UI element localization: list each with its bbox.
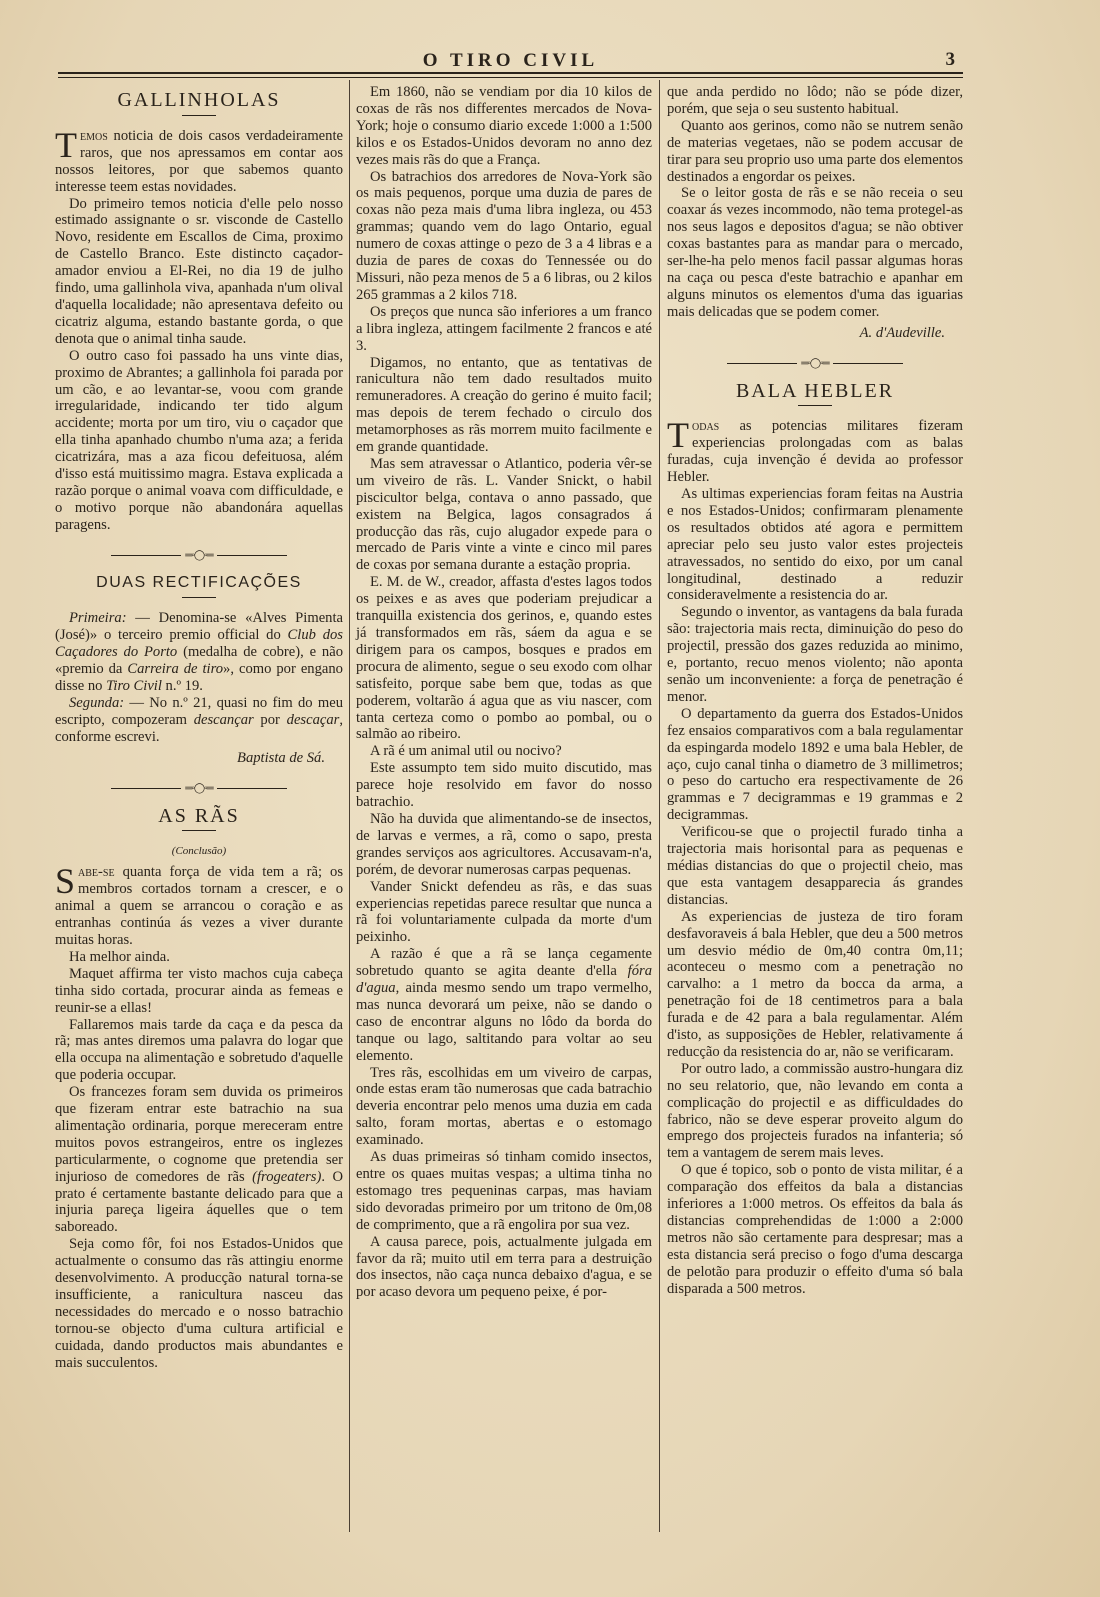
- paragraph: As experiencias de justeza de tiro foram desfavoraveis á bala Hebler, que deu a 500 metros um desvio médio de 0m,40 contra 0m,11; aconteceu o mesmo com a penetração no carvalho: a 1 metro da bocca da arma, a penetração foi de 18 centimetros para a bala furada e de 42 para a bala regulamentar. Além d'isto, as supposições de Hebler, relativamente á reducção da resistencia do ar, não se verificaram.: [667, 908, 963, 1060]
- title-rule: [798, 405, 832, 406]
- signature: Baptista de Sá.: [237, 749, 325, 766]
- column-1: [55, 84, 343, 1372]
- article-title-ras: AS RÃS: [158, 804, 240, 827]
- paragraph: As ultimas experiencias foram feitas na Austria e nos Estados-Unidos; confirmaram plenamente os resultados obtidos até agora e permittem apreciar pelo seu justo valor estes projecteis atravessados, no sentido do eixo, por um canal longitudinal, destinado a reduzir consideravelmente a resistencia do ar.: [667, 486, 963, 604]
- paragraph: Segundo o inventor, as vantagens da bala furada são: trajectoria mais recta, diminuição do peso do projectil, pressão dos gazes reduzida ao minimo, e, portanto, recuo menos violento; não aponta senão um inconveniente: a força de penetração é menor.: [667, 604, 963, 705]
- article-title-gallinholas: GALLINHOLAS: [117, 89, 281, 111]
- paragraph: Segunda: — No n.º 21, quasi no fim do meu escripto, compozeram descançar por descaçar, conforme escrevi.: [55, 695, 343, 745]
- header-rule: [58, 72, 963, 74]
- paragraph: A causa parece, pois, actualmente julgada em favor da rã; muito util em terra para a destruição dos insectos, não caça nunca debaixo d'agua, e se por acaso devora um pequeno peixe, é por-: [356, 1233, 652, 1301]
- paragraph: que anda perdido no lôdo; não se póde dizer, porém, que seja o seu sustento habitual.: [667, 84, 963, 117]
- masthead-title: O TIRO CIVIL: [422, 50, 599, 71]
- continuation-note: (Conclusão): [171, 845, 227, 858]
- paragraph: A razão é que a rã se lança cegamente sobretudo quanto se agita deante d'ella fóra d'agua, ainda mesmo sendo um trapo vermelho, mas nunca devorará um peixe, não se dando o caso de encontrar alguns no lôdo da borda do tanque ou lago, saltitando para voltar ao seu elemento.: [356, 946, 652, 1064]
- title-rule: [182, 597, 216, 598]
- paragraph: Quanto aos gerinos, como não se nutrem senão de materias vegetaes, não se podem accusar de tirar para seu proprio uso uma parte dos elementos destinados a engordar os peixes.: [667, 117, 963, 185]
- paragraph: Fallaremos mais tarde da caça e da pesca da rã; mas antes diremos uma palavra do logar que ella occupa na alimentação e sobretudo d'aquelle que poderia occupar.: [55, 1016, 343, 1084]
- paragraph: Os preços que nunca são inferiores a um franco a libra ingleza, attingem facilmente 2 francos e até 3.: [356, 303, 652, 354]
- paragraph: Do primeiro temos noticia d'elle pelo nosso estimado assignante o sr. visconde de Castello Novo, residente em Escallos de Cima, proximo de Castello Branco. Este distincto caçador-amador enviou a El-Rei, no dia 19 de julho findo, uma gallinhola viva, apanhada n'um olival d'aquella localidade; não apresentava defeito ou cicatriz alguma, estando bastante gorda, o que denota que o animal tinha saude.: [55, 195, 343, 347]
- paragraph: Os batrachios dos arredores de Nova-York são os mais pequenos, porque uma duzia de pares de coxas não peza mais d'uma libra ingleza, ou 453 grammas; quando vem do lago Ontario, egual numero de coxas attinge o pezo de 3 a 4 libras e a duzia de pares de coxas do Tennessée ou do Missuri, não peza menos de 5 a 6 libras, ou 2 kilos 265 grammas a 2 kilos 718.: [356, 168, 652, 303]
- column-3: [667, 84, 963, 1298]
- paragraph: Sabe-se quanta força de vida tem a rã; os membros cortados tornam a crescer, e o animal a quem se arrancou o coração e as entranhas continúa ás vezes a viver durante muitas horas.: [55, 861, 343, 948]
- paragraph: Por outro lado, a commissão austro-hungara diz no seu relatorio, que, não levando em conta a complicação do projectil e as difficuldades do fabrico, não se deve esperar proveito algum do emprego dos projecteis furados na infanteria; só tem a vantagem de serem mais leves.: [667, 1060, 963, 1162]
- ornament-divider: ═◦◯◦═: [55, 781, 343, 798]
- paragraph: Primeira: — Denomina-se «Alves Pimenta (José)» o terceiro premio official do Club dos Caçadores do Porto (medalha de cobre), e não «premio da Carreira de tiro», como por engano disse no Tiro Civil n.º 19.: [55, 610, 344, 695]
- paragraph: Temos noticia de dois casos verdadeiramente raros, que nos apressamos em contar aos nossos leitores, por que sabemos quanto interesse teem estas novidades.: [55, 124, 343, 195]
- page-number: 3: [945, 49, 955, 70]
- paragraph: Este assumpto tem sido muito discutido, mas parece hoje resolvido em favor do nosso batrachio.: [356, 760, 652, 811]
- paragraph: Mas sem atravessar o Atlantico, poderia vêr-se um viveiro de rãs. L. Vander Snickt, o habil piscicultor belga, contava o anno passado, que existem na Belgica, lagos consagrados á producção das rãs, cujo alugador expede para o mercado de Paris vinte a vinte e cinco mil pares de coxas por semana durante a estação propria.: [356, 455, 652, 574]
- article-title-hebler: BALA HEBLER: [735, 379, 895, 402]
- paragraph: O outro caso foi passado ha uns vinte dias, proximo de Abrantes; a gallinhola foi parada por um cão, e ao levantar-se, voou com grande irregularidade, indicando ter tido algum accidente; morta por um tiro, viu o caçador que ella tinha apanhado chumbo n'uma aza; a ferida cicatrizára, mas a aza ficou defeituosa, além d'isso está muitissimo magra. Estava explicada a razão porque o animal voava com difficuldade, e o motivo porque não abandonára aquellas paragens.: [55, 347, 343, 533]
- column-divider: [349, 80, 350, 1532]
- column-divider: [659, 80, 660, 1532]
- ornament-divider: ═◦◯◦═: [55, 548, 343, 565]
- drop-cap: T: [667, 415, 689, 456]
- paragraph: Em 1860, não se vendiam por dia 10 kilos de coxas de rãs nos differentes mercados de Nova-York; hoje o consumo diario excede 1:000 a 1:500 kilos e os Estados-Unidos devoram no anno dez vezes mais rãs do que a França.: [356, 84, 652, 168]
- paragraph: A rã é um animal util ou nocivo?: [370, 743, 562, 760]
- paragraph: Os francezes foram sem duvida os primeiros que fizeram entrar este batrachio na sua alimentação ordinaria, porque mereceram entre muitos povos estrangeiros, entre os inglezes particularmente, o cognome que pretendia ser injurioso de comedores de rãs (frogeaters). O prato é certamente bastante delicado para que a injuria pareça ligeira áquelles que o tem saboreado.: [55, 1084, 343, 1236]
- paragraph: Ha melhor ainda.: [69, 948, 170, 965]
- signature: A. d'Audeville.: [859, 324, 945, 341]
- article-title-rectificacoes: DUAS RECTIFICAÇÕES: [96, 573, 302, 591]
- paragraph: Seja como fôr, foi nos Estados-Unidos que actualmente o consumo das rãs attingiu enorme desenvolvimento. A producção natural torna-se insufficiente, a ranicultura nasceu das necessidades do mercado e o nosso batrachio tornou-se objecto d'uma cultura artificial e cuidada, dando productos mais abundantes e mais succulentos.: [55, 1236, 343, 1371]
- paragraph: As duas primeiras só tinham comido insectos, entre os quaes muitas vespas; a ultima tinha no estomago tres pequeninas carpas, mas haviam sido devoradas primeiro por um tritono de 0m,08 de comprimento, que a rã engolira por sua vez.: [356, 1149, 652, 1233]
- paragraph: Se o leitor gosta de rãs e se não receia o seu coaxar ás vezes incommodo, não tema protegel-as nos seus lagos e depositos d'agua; se não obtiver coxas bastantes para as mandar para o mercado, ser-lhe-ha pelo menos facil passar algumas horas na caça ou pesca d'este batrachio e apanhar em alguns minutos os elementos d'uma das iguarias mais delicadas que se podem comer.: [667, 185, 963, 320]
- title-rule: [182, 115, 216, 116]
- column-2: [356, 84, 652, 1301]
- paragraph: E. M. de W., creador, affasta d'estes lagos todos os peixes e as aves que poderiam prejudicar a tranquilla existencia dos gerinos, e, quando estes já transformados em rãs, sáem da agua e se dirigem para os campos, bosques e prados em procura de alimento, segue o seu exodo com olhar satisfeito, porque sabe bem que, todas as que poderem, voltarão á agua que as viu nascer, com tanta certeza como o pombo ao pombal, ou o salmão ao ribeiro.: [356, 574, 652, 743]
- paragraph: Digamos, no entanto, que as tentativas de ranicultura não tem dado resultados muito remuneradores. A creação do gerino é muito facil; mas depois de terem fechado o circulo dos metamorphoses as rãs morrem muito facilmente e em grande quantidade.: [356, 354, 652, 456]
- paragraph: O que é topico, sob o ponto de vista militar, é a comparação dos effeitos da bala a distancias inferiores a 1:000 metros. Os effeitos da bala ás distancias comprehendidas de 1:000 a 2:000 metros não são certamente para despresar; mas a esta distancia será preciso o fogo d'uma descarga de pelotão para produzir o effeito d'uma só bala disparada a 500 metros.: [667, 1162, 963, 1297]
- title-rule: [182, 830, 216, 831]
- paragraph: Vander Snickt defendeu as rãs, e das suas experiencias repetidas parece resultar que nunca a rã foi voluntariamente culpada da morte d'um peixinho.: [356, 878, 652, 946]
- ornament-divider: ═◦◯◦═: [667, 356, 963, 373]
- paragraph: Tres rãs, escolhidas em um viveiro de carpas, onde estas eram tão numerosas que cada batrachio deveria encontrar pelo menos uma duzia em cada salto, foram mortas, abertas e o estomago examinado.: [356, 1064, 652, 1149]
- paragraph: Maquet affirma ter visto machos cuja cabeça tinha sido cortada, procurar ainda as femeas e reunir-se a ellas!: [55, 965, 343, 1016]
- paragraph: Todas as potencias militares fizeram experiencias prolongadas com as balas furadas, cuja invenção é devida ao professor Hebler.: [667, 415, 963, 486]
- paragraph: Não ha duvida que alimentando-se de insectos, de larvas e vermes, a rã, como o sapo, presta grandes serviços aos agricultores. Accusavam-n'a, porém, de devorar numerosas carpas pequenas.: [356, 810, 652, 878]
- paragraph: Verificou-se que o projectil furado tinha a trajectoria mais horisontal para as pequenas e médias distancias do que o projectil cheio, mas que esta vantagem desapparecia ás grandes distancias.: [667, 824, 963, 908]
- drop-cap: T: [55, 124, 77, 165]
- drop-cap: S: [55, 861, 76, 902]
- header-rule-thin: [58, 77, 963, 78]
- paragraph: O departamento da guerra dos Estados-Unidos fez ensaios comparativos com a bala regulamentar da espingarda modelo 1892 e uma bala Hebler, de aço, cujo canal tinha o diametro de 3 millimetros; o peso do cartucho era respectivamente de 26 grammas e 7 decigrammas e 19 grammas e 2 decigrammas.: [667, 705, 963, 824]
